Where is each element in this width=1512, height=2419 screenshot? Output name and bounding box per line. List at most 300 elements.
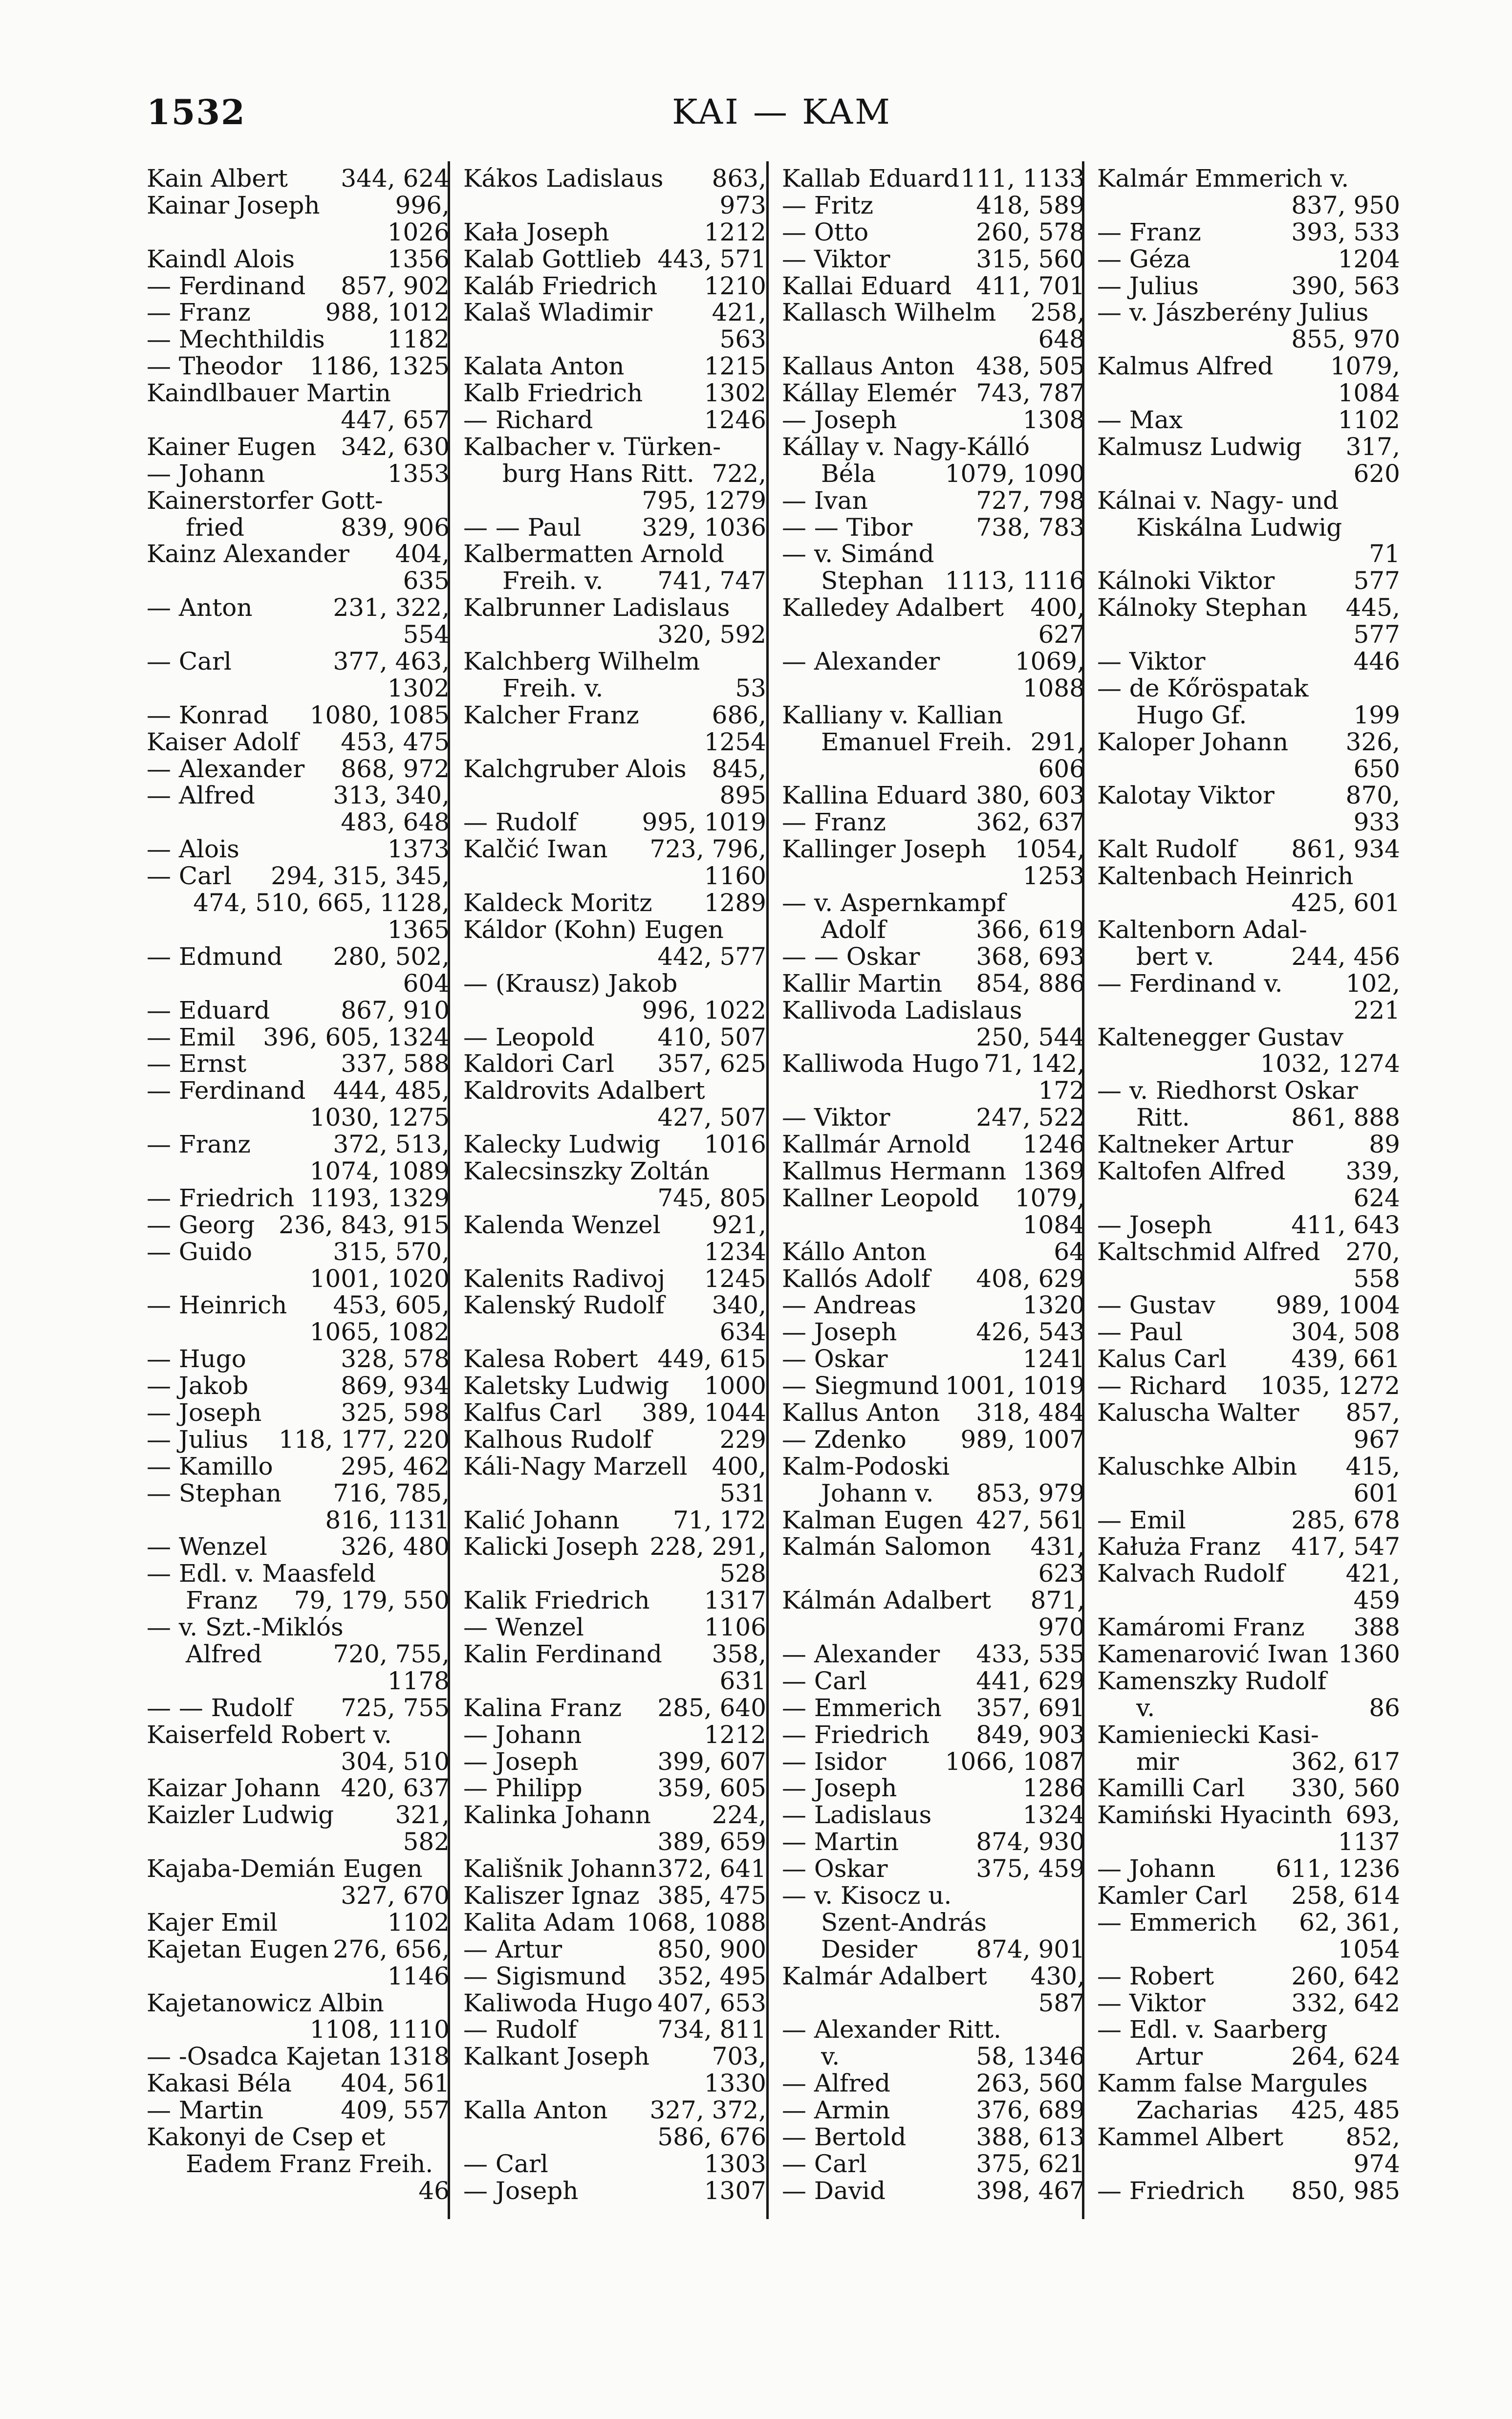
index-entry <box>1097 1480 1400 1507</box>
entry-name: Kallinger Joseph <box>782 835 987 864</box>
index-entry <box>782 1265 1085 1292</box>
index-entry <box>463 675 766 702</box>
entry-name: Kaluscha Walter <box>1097 1398 1299 1427</box>
entry-name: — Georg <box>147 1210 255 1239</box>
entry-name: — Andreas <box>782 1291 917 1320</box>
entry-name: Kallir Martin <box>782 969 943 998</box>
entry-pages: 400, <box>1030 593 1085 622</box>
entry-pages: 376, 689 <box>976 2096 1085 2125</box>
entry-pages: 330, 560 <box>1291 1774 1400 1803</box>
index-entry <box>147 809 450 836</box>
entry-pages: 1001, 1019 <box>945 1372 1085 1400</box>
entry-name: — Gustav <box>1097 1291 1215 1320</box>
entry-name: Kalbermatten Arnold <box>463 540 725 568</box>
entry-pages: 388 <box>1353 1613 1400 1642</box>
index-entry <box>782 729 1085 756</box>
entry-pages: 1302 <box>704 379 766 408</box>
index-entry <box>147 1239 450 1265</box>
index-entry <box>1097 1131 1400 1158</box>
entry-pages: 1246 <box>1022 1130 1085 1159</box>
entry-name: Kaliwoda Hugo <box>463 1988 653 2017</box>
index-entry <box>1097 541 1400 567</box>
entry-pages: 795, 1279 <box>642 486 766 515</box>
entry-pages: 263, 560 <box>976 2069 1085 2098</box>
entry-name: — Stephan <box>147 1479 282 1507</box>
entry-name: — Joseph <box>147 1398 262 1427</box>
index-entry <box>463 1185 766 1212</box>
entry-pages: 358, <box>712 1639 766 1668</box>
index-entry <box>1097 165 1400 192</box>
index-entry <box>782 2097 1085 2124</box>
index-entry <box>463 2151 766 2178</box>
index-entry <box>463 246 766 273</box>
entry-name: Kainar Joseph <box>147 191 320 219</box>
entry-name: Kamilli Carl <box>1097 1774 1245 1803</box>
index-entry <box>782 1346 1085 1373</box>
entry-pages: 409, 557 <box>341 2096 450 2125</box>
entry-name: — v. Simánd <box>782 540 934 568</box>
entry-name: — Leopold <box>463 1023 595 1051</box>
index-entry <box>463 1292 766 1319</box>
entry-pages: 295, 462 <box>341 1452 450 1481</box>
index-entry <box>463 2097 766 2124</box>
entry-name: Kalecsinszky Zoltán <box>463 1156 710 1185</box>
entry-name: Kammel Albert <box>1097 2123 1284 2152</box>
entry-pages: 313, 340, <box>333 781 450 810</box>
entry-name: — Johann <box>1097 1854 1216 1883</box>
entry-name: — Edl. v. Saarberg <box>1097 2015 1328 2044</box>
index-entry <box>463 970 766 997</box>
index-entry <box>782 460 1085 487</box>
entry-name: — Edl. v. Maasfeld <box>147 1559 376 1588</box>
entry-name: Kalla Anton <box>463 2096 608 2125</box>
entry-name: Franz <box>186 1586 258 1615</box>
entry-name: — Franz <box>1097 218 1201 246</box>
entry-pages: 1289 <box>704 889 766 917</box>
entry-name: — Alexander Ritt. <box>782 2015 1001 2044</box>
entry-name: Kajetanowicz Albin <box>147 1988 384 2017</box>
entry-pages: 620 <box>1353 459 1400 488</box>
index-entry <box>1097 1292 1400 1319</box>
entry-pages: 421, <box>1345 1559 1400 1588</box>
index-entry <box>463 273 766 300</box>
index-entry <box>1097 1802 1400 1829</box>
entry-pages: 686, <box>712 700 766 729</box>
entry-pages: 388, 613 <box>976 2123 1085 2152</box>
index-entry <box>463 1614 766 1641</box>
entry-pages: 1108, 1110 <box>309 2015 450 2044</box>
index-entry <box>1097 1909 1400 1936</box>
entry-name: Kamm false Margules <box>1097 2069 1368 2098</box>
index-entry <box>1097 1855 1400 1882</box>
entry-name: — Friedrich <box>1097 2176 1245 2205</box>
entry-name: — Edmund <box>147 942 283 971</box>
index-entry <box>147 2124 450 2151</box>
entry-pages: 869, 934 <box>341 1372 450 1400</box>
entry-pages: 321, <box>395 1801 450 1830</box>
entry-pages: 357, 691 <box>976 1693 1085 1722</box>
entry-name: Kalledey Adalbert <box>782 593 1004 622</box>
entry-pages: 1106 <box>704 1613 766 1642</box>
index-entry <box>147 1748 450 1775</box>
index-entry <box>463 1050 766 1077</box>
entry-name: Kállay v. Nagy-Kálló <box>782 432 1030 461</box>
entry-pages: 1373 <box>387 835 450 864</box>
entry-name: Kamenszky Rudolf <box>1097 1666 1327 1695</box>
entry-pages: 816, 1131 <box>325 1505 450 1534</box>
entry-pages: 459 <box>1353 1586 1400 1615</box>
entry-pages: 453, 605, <box>333 1291 450 1320</box>
index-entry <box>463 1158 766 1185</box>
entry-pages: 867, 910 <box>341 996 450 1024</box>
index-entry <box>1097 2070 1400 2097</box>
entry-pages: 1212 <box>704 1720 766 1749</box>
entry-name: — Oskar <box>782 1854 888 1883</box>
entry-pages: 418, 589 <box>976 191 1085 219</box>
index-entry <box>1097 2124 1400 2151</box>
index-entry <box>463 863 766 890</box>
entry-pages: 317, <box>1345 432 1400 461</box>
entry-name: — Franz <box>782 808 886 837</box>
entry-name: — Max <box>1097 406 1183 435</box>
entry-name: — Ferdinand v. <box>1097 969 1283 998</box>
entry-name: Kalinka Johann <box>463 1801 651 1830</box>
entry-name: Kajaba-Demián Eugen <box>147 1854 423 1883</box>
index-entry <box>463 836 766 863</box>
index-entry <box>782 246 1085 273</box>
index-entry <box>782 1668 1085 1695</box>
entry-pages: 624 <box>1353 1183 1400 1212</box>
entry-pages: 372, 641 <box>657 1854 766 1883</box>
entry-name: — v. Riedhorst Oskar <box>1097 1076 1358 1105</box>
entry-pages: 46 <box>418 2176 450 2205</box>
entry-name: Kalcher Franz <box>463 700 639 729</box>
entry-name: Kainz Alexander <box>147 540 349 568</box>
index-entry <box>147 567 450 594</box>
entry-pages: 1113, 1116 <box>945 567 1085 595</box>
index-entry <box>782 2043 1085 2070</box>
index-entry <box>1097 943 1400 970</box>
index-entry <box>147 729 450 756</box>
entry-name: Kallner Leopold <box>782 1183 979 1212</box>
entry-name: Desider <box>821 1935 917 1963</box>
index-entry <box>147 1882 450 1909</box>
entry-name: Kaltneker Artur <box>1097 1130 1293 1159</box>
entry-pages: 260, 578 <box>976 218 1085 246</box>
entry-pages: 720, 755, <box>333 1639 450 1668</box>
entry-name: Kalenda Wenzel <box>463 1210 661 1239</box>
entry-pages: 635 <box>403 567 450 595</box>
entry-name: Kalkant Joseph <box>463 2042 650 2071</box>
index-entry <box>147 1507 450 1534</box>
entry-pages: 988, 1012 <box>325 298 450 327</box>
entry-name: Kalhous Rudolf <box>463 1425 652 1454</box>
entry-name: Kalab Gottlieb <box>463 244 642 273</box>
index-entry <box>1097 1346 1400 1373</box>
entry-name: Káldor (Kohn) Eugen <box>463 915 724 944</box>
entry-pages: 634 <box>719 1318 766 1347</box>
index-entry <box>147 1722 450 1748</box>
entry-pages: 1054 <box>1338 1935 1400 1963</box>
index-entry <box>782 1077 1085 1104</box>
entry-name: — v. Kisocz u. <box>782 1881 952 1910</box>
entry-pages: 389, 1044 <box>642 1398 766 1427</box>
index-entry <box>147 863 450 890</box>
index-column-1 <box>147 165 450 2204</box>
index-entry <box>1097 246 1400 273</box>
index-entry <box>463 1373 766 1399</box>
entry-pages: 577 <box>1353 620 1400 649</box>
entry-pages: 849, 903 <box>976 1720 1085 1749</box>
index-entry <box>463 353 766 380</box>
index-entry <box>147 916 450 943</box>
entry-pages: 863, <box>712 164 766 193</box>
entry-pages: 1245 <box>704 1264 766 1293</box>
entry-name: — Sigismund <box>463 1961 626 1990</box>
entry-pages: 1254 <box>704 727 766 756</box>
entry-name: Kała Joseph <box>463 218 609 246</box>
entry-pages: 71, 142, <box>984 1049 1085 1078</box>
entry-name: — Carl <box>147 862 232 891</box>
entry-pages: 1066, 1087 <box>945 1747 1085 1776</box>
index-entry <box>463 1963 766 1990</box>
index-entry <box>782 1990 1085 2017</box>
entry-pages: 623 <box>1038 1559 1085 1588</box>
entry-pages: 1079, 1090 <box>945 459 1085 488</box>
entry-name: Kallab Eduard <box>782 164 960 193</box>
index-entry <box>147 1050 450 1077</box>
entry-name: Kallaus Anton <box>782 352 955 381</box>
index-entry <box>782 836 1085 863</box>
index-entry <box>463 1695 766 1722</box>
index-entry <box>147 890 450 916</box>
index-entry <box>1097 1882 1400 1909</box>
index-entry <box>147 273 450 300</box>
entry-name: Kallmár Arnold <box>782 1130 971 1159</box>
entry-pages: 1234 <box>704 1237 766 1266</box>
entry-name: Kaiserfeld Robert v. <box>147 1720 392 1749</box>
entry-pages: 400, <box>712 1452 766 1481</box>
entry-name: — Theodor <box>147 352 282 381</box>
index-entry <box>1097 1668 1400 1695</box>
index-entry <box>147 1990 450 2017</box>
entry-pages: 326, <box>1345 727 1400 756</box>
index-entry <box>782 1722 1085 1748</box>
index-entry <box>782 2151 1085 2178</box>
entry-name: Kalchgruber Alois <box>463 754 687 783</box>
index-entry <box>782 756 1085 783</box>
index-entry <box>147 2097 450 2124</box>
index-entry <box>782 916 1085 943</box>
index-entry <box>782 1212 1085 1239</box>
entry-name: Kállo Anton <box>782 1237 927 1266</box>
entry-pages: 339, <box>1345 1156 1400 1185</box>
index-entry <box>782 702 1085 729</box>
entry-pages: 443, 571 <box>657 244 766 273</box>
index-entry <box>463 916 766 943</box>
entry-pages: 399, 607 <box>657 1747 766 1776</box>
index-entry <box>1097 729 1400 756</box>
index-entry <box>147 1453 450 1480</box>
entry-pages: 224, <box>712 1801 766 1830</box>
entry-pages: 967 <box>1353 1425 1400 1454</box>
entry-name: Kalesa Robert <box>463 1345 638 1373</box>
index-entry <box>1097 1963 1400 1990</box>
index-entry <box>782 1882 1085 1909</box>
index-entry <box>463 1882 766 1909</box>
entry-name: Kalita Adam <box>463 1908 615 1937</box>
index-entry <box>782 1829 1085 1855</box>
index-entry <box>1097 1533 1400 1560</box>
index-entry <box>463 1507 766 1534</box>
entry-pages: 366, 619 <box>976 915 1085 944</box>
entry-pages: 587 <box>1038 1988 1085 2017</box>
entry-name: — Oskar <box>782 1345 888 1373</box>
index-entry <box>147 219 450 246</box>
index-entry <box>782 1319 1085 1346</box>
entry-pages: 421, <box>712 298 766 327</box>
index-entry <box>1097 2016 1400 2043</box>
entry-pages: 102, <box>1345 969 1400 998</box>
entry-name: — Carl <box>147 647 232 676</box>
entry-name: Kalmán Salomon <box>782 1532 992 1561</box>
entry-name: v. <box>1136 1693 1155 1722</box>
entry-name: Zacharias <box>1136 2096 1258 2125</box>
entry-pages: 989, 1007 <box>960 1425 1085 1454</box>
entry-pages: 329, 1036 <box>642 513 766 542</box>
entry-name: — David <box>782 2176 886 2205</box>
entry-name: — Kamillo <box>147 1452 273 1481</box>
entry-pages: 258, <box>1030 298 1085 327</box>
index-entry <box>782 1399 1085 1426</box>
entry-pages: 433, 535 <box>976 1639 1085 1668</box>
entry-name: Kajer Emil <box>147 1908 278 1937</box>
entry-name: — Alfred <box>147 781 255 810</box>
index-entry <box>463 567 766 594</box>
entry-name: burg Hans Ritt. <box>502 459 694 488</box>
entry-name: Kallivoda Ladislaus <box>782 996 1022 1024</box>
entry-pages: 845, <box>712 754 766 783</box>
entry-name: Kaltenegger Gustav <box>1097 1023 1343 1051</box>
entry-pages: 327, 372, <box>649 2096 766 2125</box>
index-entry <box>463 1399 766 1426</box>
index-entry <box>147 1265 450 1292</box>
index-entry <box>147 782 450 809</box>
index-entry <box>782 594 1085 621</box>
entry-name: Kalb Friedrich <box>463 379 643 408</box>
entry-pages: 606 <box>1038 754 1085 783</box>
entry-name: Kalaš Wladimir <box>463 298 653 327</box>
index-entry <box>147 1319 450 1346</box>
entry-pages: 604 <box>403 969 450 998</box>
index-entry <box>782 1963 1085 1990</box>
entry-pages: 368, 693 <box>976 942 1085 971</box>
entry-pages: 285, 640 <box>657 1693 766 1722</box>
entry-pages: 427, 507 <box>657 1103 766 1132</box>
entry-name: Kákos Ladislaus <box>463 164 664 193</box>
index-entry <box>147 1560 450 1587</box>
index-entry <box>147 648 450 675</box>
index-entry <box>463 1909 766 1936</box>
index-entry <box>1097 1050 1400 1077</box>
entry-name: Kakonyi de Csep et <box>147 2123 386 2152</box>
index-entry <box>782 1507 1085 1534</box>
index-entry <box>147 1373 450 1399</box>
entry-name: Eadem Franz Freih. <box>186 2149 433 2178</box>
index-entry <box>463 1748 766 1775</box>
entry-pages: 304, 508 <box>1291 1318 1400 1347</box>
index-entry <box>463 756 766 783</box>
entry-name: Kaletsky Ludwig <box>463 1372 670 1400</box>
entry-name: — Carl <box>463 2149 548 2178</box>
entry-pages: 396, 605, 1324 <box>263 1023 450 1051</box>
index-entry <box>1097 863 1400 890</box>
entry-pages: 1253 <box>1022 862 1085 891</box>
index-entry <box>1097 1453 1400 1480</box>
entry-name: Kalik Friedrich <box>463 1586 650 1615</box>
entry-name: Kalm-Podoski <box>782 1452 950 1481</box>
index-entry <box>463 1587 766 1614</box>
index-entry <box>782 1775 1085 1802</box>
entry-name: — Hugo <box>147 1345 246 1373</box>
entry-pages: 327, 670 <box>341 1881 450 1910</box>
entry-pages: 1026 <box>387 218 450 246</box>
entry-pages: 648 <box>1038 325 1085 354</box>
entry-pages: 430, <box>1030 1961 1085 1990</box>
entry-pages: 1212 <box>704 218 766 246</box>
index-entry <box>782 1533 1085 1560</box>
entry-pages: 1365 <box>387 915 450 944</box>
entry-name: — Ferdinand <box>147 271 306 300</box>
entry-pages: 380, 603 <box>976 781 1085 810</box>
entry-pages: 716, 785, <box>333 1479 450 1507</box>
index-entry <box>463 1936 766 1963</box>
entry-name: — Alexander <box>147 754 305 783</box>
index-entry <box>782 621 1085 648</box>
index-entry <box>1097 1936 1400 1963</box>
entry-pages: 861, 934 <box>1291 835 1400 864</box>
entry-name: Kalin Ferdinand <box>463 1639 662 1668</box>
entry-pages: 531 <box>719 1479 766 1507</box>
index-entry <box>1097 702 1400 729</box>
index-entry <box>1097 1748 1400 1775</box>
entry-name: Káli-Nagy Marzell <box>463 1452 688 1481</box>
entry-name: Hugo Gf. <box>1136 700 1247 729</box>
entry-pages: 627 <box>1038 620 1085 649</box>
index-entry <box>463 1077 766 1104</box>
index-entry <box>782 1131 1085 1158</box>
entry-pages: 425, 485 <box>1291 2096 1400 2125</box>
index-entry <box>147 380 450 407</box>
index-entry <box>1097 326 1400 353</box>
entry-pages: 408, 629 <box>976 1264 1085 1293</box>
entry-pages: 1065, 1082 <box>309 1318 450 1347</box>
entry-name: — — Paul <box>463 513 582 542</box>
index-entry <box>1097 1426 1400 1453</box>
entry-pages: 285, 678 <box>1291 1505 1400 1534</box>
index-entry <box>1097 1077 1400 1104</box>
entry-name: Kaldori Carl <box>463 1049 615 1078</box>
entry-pages: 410, 507 <box>657 1023 766 1051</box>
index-entry <box>782 1185 1085 1212</box>
entry-pages: 1303 <box>704 2149 766 2178</box>
index-entry <box>147 594 450 621</box>
index-entry <box>463 1239 766 1265</box>
index-entry <box>147 1480 450 1507</box>
index-entry <box>463 1641 766 1668</box>
entry-pages: 1084 <box>1338 379 1400 408</box>
entry-pages: 442, 577 <box>657 942 766 971</box>
